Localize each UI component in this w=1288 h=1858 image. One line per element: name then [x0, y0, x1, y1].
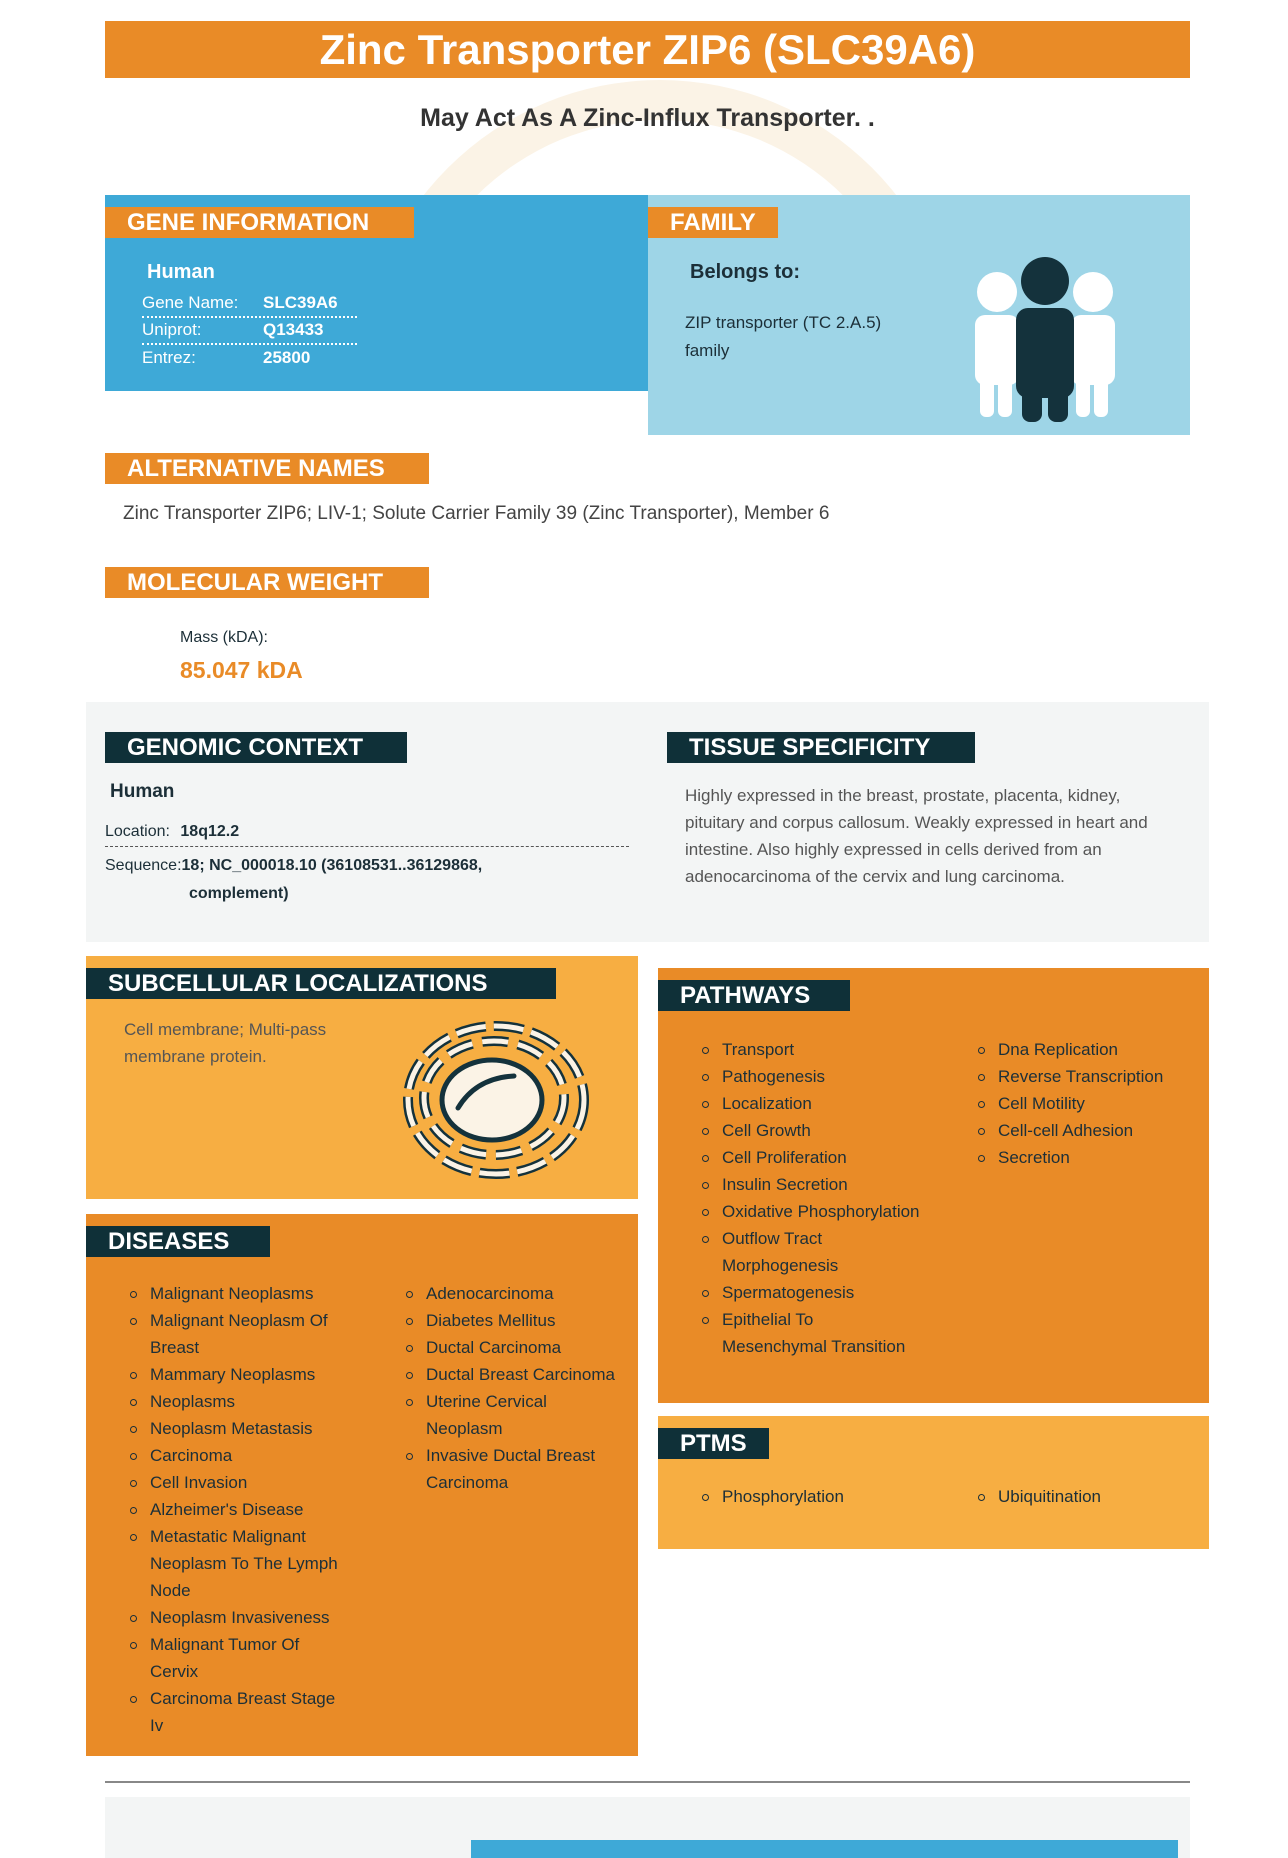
list-item: Ubiquitination: [976, 1483, 1196, 1510]
diseases-list-col1: [128, 1280, 338, 1739]
list-item: Secretion: [976, 1144, 1196, 1171]
page-subtitle: May Act As A Zinc-Influx Transporter. .: [420, 104, 875, 132]
location-row: [105, 818, 629, 847]
sequence-label: Sequence:: [105, 857, 182, 874]
list-item: Neoplasms: [128, 1388, 338, 1415]
genomic-tissue-section: [86, 702, 1209, 942]
people-group-icon: [970, 257, 1120, 422]
subcellular-text: Cell membrane; Multi-pass membrane protein.: [124, 1020, 327, 1066]
list-item: Localization: [700, 1090, 920, 1117]
gene-name-value: SLC39A6: [263, 293, 338, 312]
pathways-heading: PATHWAYS: [658, 980, 850, 1011]
mass-value: 85.047 kDA: [180, 657, 303, 683]
ptms-list-col1: [700, 1483, 920, 1510]
list-item: Dna Replication: [976, 1036, 1196, 1063]
list-item: Cell Proliferation: [700, 1144, 920, 1171]
gene-name-label: Gene Name:: [142, 293, 239, 312]
family-belongs-label: Belongs to:: [690, 261, 800, 283]
list-item: Insulin Secretion: [700, 1171, 920, 1198]
list-item: Outflow Tract Morphogenesis: [700, 1225, 920, 1279]
pathways-panel: [658, 968, 1209, 1403]
list-item: Malignant Tumor Of Cervix: [128, 1631, 338, 1685]
alternative-names-text: Zinc Transporter ZIP6; LIV-1; Solute Carrier Family 39 (Zinc Transporter), Member 6: [123, 503, 830, 524]
list-item: Uterine Cervical Neoplasm: [404, 1388, 624, 1442]
ptms-heading: PTMS: [658, 1428, 769, 1459]
list-item: Epithelial To Mesenchymal Transition: [700, 1306, 920, 1360]
ptms-list-col2: [976, 1483, 1196, 1510]
genomic-context-heading: GENOMIC CONTEXT: [105, 732, 407, 763]
family-panel: [648, 195, 1190, 435]
list-item: Neoplasm Metastasis: [128, 1415, 338, 1442]
list-item: Cell Invasion: [128, 1469, 338, 1496]
sequence-value-line2: complement): [189, 885, 289, 902]
tissue-specificity-text: Highly expressed in the breast, prostate, placenta, kidney, pituitary and corpus callosum. Weakly expressed in heart and intestine. Also highly expressed in cells derived from an adenocarcinoma of the cervix and lung carcinoma.: [685, 786, 1148, 886]
entrez-row: [142, 344, 357, 371]
diseases-heading: DISEASES: [86, 1226, 270, 1257]
uniprot-row: [142, 316, 357, 345]
section-divider: [105, 1781, 1190, 1783]
page-title: Zinc Transporter ZIP6 (SLC39A6): [105, 21, 1190, 78]
cell-organelle-icon: [396, 1004, 596, 1194]
location-value: 18q12.2: [180, 823, 240, 840]
tissue-specificity-heading: TISSUE SPECIFICITY: [667, 732, 975, 763]
gene-name-row: [142, 289, 357, 318]
list-item: Adenocarcinoma: [404, 1280, 624, 1307]
list-item: Transport: [700, 1036, 920, 1063]
alternative-names-heading: ALTERNATIVE NAMES: [105, 453, 429, 484]
diseases-list-col2: [404, 1280, 624, 1496]
subcellular-heading: SUBCELLULAR LOCALIZATIONS: [86, 968, 556, 999]
list-item: Cell Motility: [976, 1090, 1196, 1117]
gene-information-panel: [105, 195, 648, 391]
entrez-value: 25800: [263, 348, 311, 367]
list-item: Phosphorylation: [700, 1483, 920, 1510]
diseases-panel: [86, 1214, 638, 1756]
footer-banner: [471, 1840, 1178, 1858]
list-item: Pathogenesis: [700, 1063, 920, 1090]
family-text: ZIP transporter (TC 2.A.5) family: [685, 313, 882, 360]
list-item: Invasive Ductal Breast Carcinoma: [404, 1442, 624, 1496]
molecular-weight-heading: MOLECULAR WEIGHT: [105, 567, 429, 598]
list-item: Malignant Neoplasm Of Breast: [128, 1307, 338, 1361]
list-item: Reverse Transcription: [976, 1063, 1196, 1090]
gene-information-heading: GENE INFORMATION: [105, 207, 414, 238]
subcellular-panel: [86, 956, 638, 1199]
list-item: Mammary Neoplasms: [128, 1361, 338, 1388]
list-item: Ductal Breast Carcinoma: [404, 1361, 624, 1388]
list-item: Alzheimer's Disease: [128, 1496, 338, 1523]
uniprot-label: Uniprot:: [142, 320, 202, 339]
genomic-species: Human: [110, 781, 175, 802]
list-item: Malignant Neoplasms: [128, 1280, 338, 1307]
list-item: Neoplasm Invasiveness: [128, 1604, 338, 1631]
mass-label: Mass (kDA):: [180, 629, 268, 646]
list-item: Diabetes Mellitus: [404, 1307, 624, 1334]
pathways-list-col2: [976, 1036, 1196, 1171]
ptms-panel: [658, 1416, 1209, 1549]
family-heading: FAMILY: [648, 207, 778, 238]
pathways-list-col1: [700, 1036, 920, 1360]
sequence-row: [105, 852, 629, 908]
location-label: Location:: [105, 823, 170, 840]
list-item: Carcinoma Breast Stage Iv: [128, 1685, 338, 1739]
list-item: Cell Growth: [700, 1117, 920, 1144]
entrez-label: Entrez:: [142, 348, 196, 367]
list-item: Carcinoma: [128, 1442, 338, 1469]
list-item: Metastatic Malignant Neoplasm To The Lymph Node: [128, 1523, 338, 1604]
list-item: Ductal Carcinoma: [404, 1334, 624, 1361]
list-item: Oxidative Phosphorylation: [700, 1198, 920, 1225]
uniprot-value: Q13433: [263, 320, 324, 339]
list-item: Cell-cell Adhesion: [976, 1117, 1196, 1144]
gene-species: Human: [147, 261, 215, 283]
list-item: Spermatogenesis: [700, 1279, 920, 1306]
sequence-value-line1: 18; NC_000018.10 (36108531..36129868,: [181, 857, 483, 874]
